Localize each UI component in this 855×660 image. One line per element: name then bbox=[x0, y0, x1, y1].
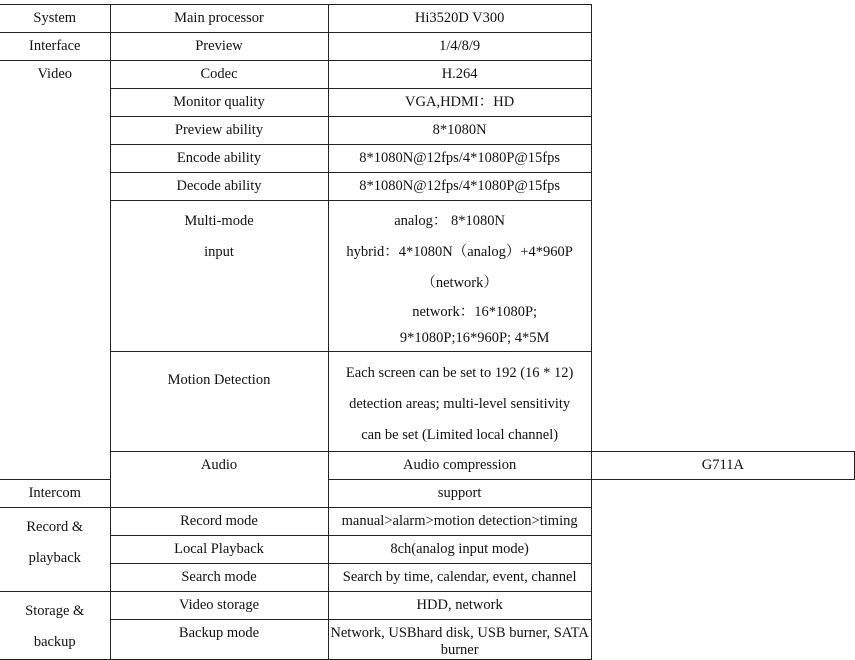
param-cell bbox=[110, 61, 328, 89]
value-cell bbox=[328, 480, 591, 508]
param-search-mode: Search mode bbox=[181, 569, 257, 585]
category-storage-backup bbox=[0, 592, 110, 658]
value-cell bbox=[328, 564, 591, 592]
param-multimode-line1: Multi-mode bbox=[184, 213, 254, 229]
value-monitor-quality: VGA,HDMI：HD bbox=[405, 94, 515, 110]
param-video-storage: Video storage bbox=[178, 597, 260, 613]
category-storage-line1: Storage & bbox=[25, 603, 85, 619]
param-cell bbox=[110, 145, 328, 173]
value-cell bbox=[328, 117, 591, 145]
value-intercom: support bbox=[437, 485, 482, 501]
category-interface: Interface bbox=[28, 38, 81, 54]
param-cell bbox=[110, 620, 328, 660]
param-cell bbox=[0, 480, 110, 508]
value-multimode-input bbox=[329, 201, 591, 351]
param-cell bbox=[110, 352, 328, 452]
param-cell bbox=[328, 452, 591, 480]
param-cell bbox=[110, 5, 328, 33]
value-backup-mode: Network, USBhard disk, USB burner, SATA burner bbox=[330, 625, 589, 658]
table-row bbox=[0, 536, 855, 564]
value-multimode-hybrid: hybrid：4*1080N（analog）+4*960P（network） bbox=[346, 244, 573, 291]
value-local-playback: 8ch(analog input mode) bbox=[390, 541, 529, 557]
value-cell bbox=[328, 352, 591, 452]
value-cell bbox=[328, 508, 591, 536]
value-cell bbox=[328, 536, 591, 564]
param-preview-ability: Preview ability bbox=[174, 122, 264, 138]
category-cell bbox=[0, 33, 110, 61]
param-local-playback: Local Playback bbox=[174, 541, 264, 557]
table-row bbox=[0, 145, 855, 173]
table-row bbox=[0, 33, 855, 61]
value-preview: 1/4/8/9 bbox=[439, 38, 481, 54]
param-cell bbox=[110, 592, 328, 620]
table-row bbox=[0, 5, 855, 33]
value-motion-detection bbox=[329, 352, 591, 451]
param-encode-ability: Encode ability bbox=[176, 150, 262, 166]
table-row bbox=[0, 564, 855, 592]
value-cell bbox=[328, 33, 591, 61]
value-preview-ability: 8*1080N bbox=[432, 122, 487, 138]
param-cell bbox=[110, 117, 328, 145]
param-codec: Codec bbox=[200, 66, 238, 82]
table-row bbox=[0, 173, 855, 201]
category-cell bbox=[0, 508, 110, 592]
value-video-storage: HDD, network bbox=[416, 597, 503, 613]
param-multimode-line2: input bbox=[204, 244, 234, 260]
param-record-mode: Record mode bbox=[180, 513, 258, 529]
table-row bbox=[0, 201, 855, 352]
param-cell bbox=[110, 201, 328, 352]
table-row bbox=[0, 620, 855, 660]
category-storage-line2: backup bbox=[33, 634, 76, 650]
category-system: System bbox=[33, 10, 77, 26]
value-cell bbox=[328, 173, 591, 201]
value-search-mode: Search by time, calendar, event, channel bbox=[342, 569, 577, 585]
category-cell bbox=[0, 592, 110, 660]
param-motion-detection: Motion Detection bbox=[167, 372, 271, 388]
table-row bbox=[0, 452, 855, 480]
table-row bbox=[0, 89, 855, 117]
value-cell bbox=[328, 89, 591, 117]
param-intercom: Intercom bbox=[28, 485, 81, 501]
param-cell bbox=[110, 173, 328, 201]
category-audio: Audio bbox=[200, 457, 238, 473]
category-cell bbox=[0, 61, 110, 480]
param-monitor-quality: Monitor quality bbox=[173, 94, 265, 110]
value-audio-compression: G711A bbox=[701, 457, 744, 473]
category-record-line1: Record & bbox=[26, 519, 84, 535]
value-cell bbox=[328, 592, 591, 620]
category-record-playback bbox=[0, 508, 110, 574]
param-backup-mode: Backup mode bbox=[178, 625, 260, 641]
param-cell bbox=[110, 89, 328, 117]
spec-table bbox=[0, 4, 855, 660]
value-codec: H.264 bbox=[441, 66, 478, 82]
value-main-processor: Hi3520D V300 bbox=[414, 10, 505, 26]
value-cell bbox=[591, 452, 854, 480]
param-cell bbox=[110, 508, 328, 536]
param-decode-ability: Decode ability bbox=[176, 178, 262, 194]
value-record-mode: manual>alarm>motion detection>timing bbox=[341, 513, 578, 529]
value-multimode-network: network：16*1080P; 9*1080P;16*960P; 4*5M bbox=[399, 304, 550, 346]
category-video: Video bbox=[37, 66, 73, 82]
category-cell bbox=[0, 5, 110, 33]
table-row bbox=[0, 352, 855, 452]
value-motion-line1: Each screen can be set to 192 (16 * 12) detection areas; multi-level sensitivity bbox=[345, 365, 574, 412]
value-cell bbox=[328, 61, 591, 89]
param-preview: Preview bbox=[195, 38, 243, 54]
value-cell bbox=[328, 5, 591, 33]
category-cell bbox=[110, 452, 328, 508]
table-row bbox=[0, 117, 855, 145]
param-multimode-input bbox=[111, 201, 328, 268]
value-cell bbox=[328, 620, 591, 660]
value-decode-ability: 8*1080N@12fps/4*1080P@15fps bbox=[359, 178, 560, 194]
param-main-processor: Main processor bbox=[174, 10, 264, 26]
value-cell bbox=[328, 201, 591, 352]
param-cell bbox=[110, 536, 328, 564]
table-row bbox=[0, 61, 855, 89]
value-multimode-analog: analog： 8*1080N bbox=[394, 213, 505, 229]
param-cell bbox=[110, 564, 328, 592]
value-cell bbox=[328, 145, 591, 173]
param-audio-compression: Audio compression bbox=[403, 457, 517, 473]
category-record-line2: playback bbox=[28, 550, 81, 566]
param-cell bbox=[110, 33, 328, 61]
value-motion-line2: can be set (Limited local channel) bbox=[361, 427, 559, 443]
table-row bbox=[0, 508, 855, 536]
value-encode-ability: 8*1080N@12fps/4*1080P@15fps bbox=[359, 150, 560, 166]
table-row bbox=[0, 592, 855, 620]
